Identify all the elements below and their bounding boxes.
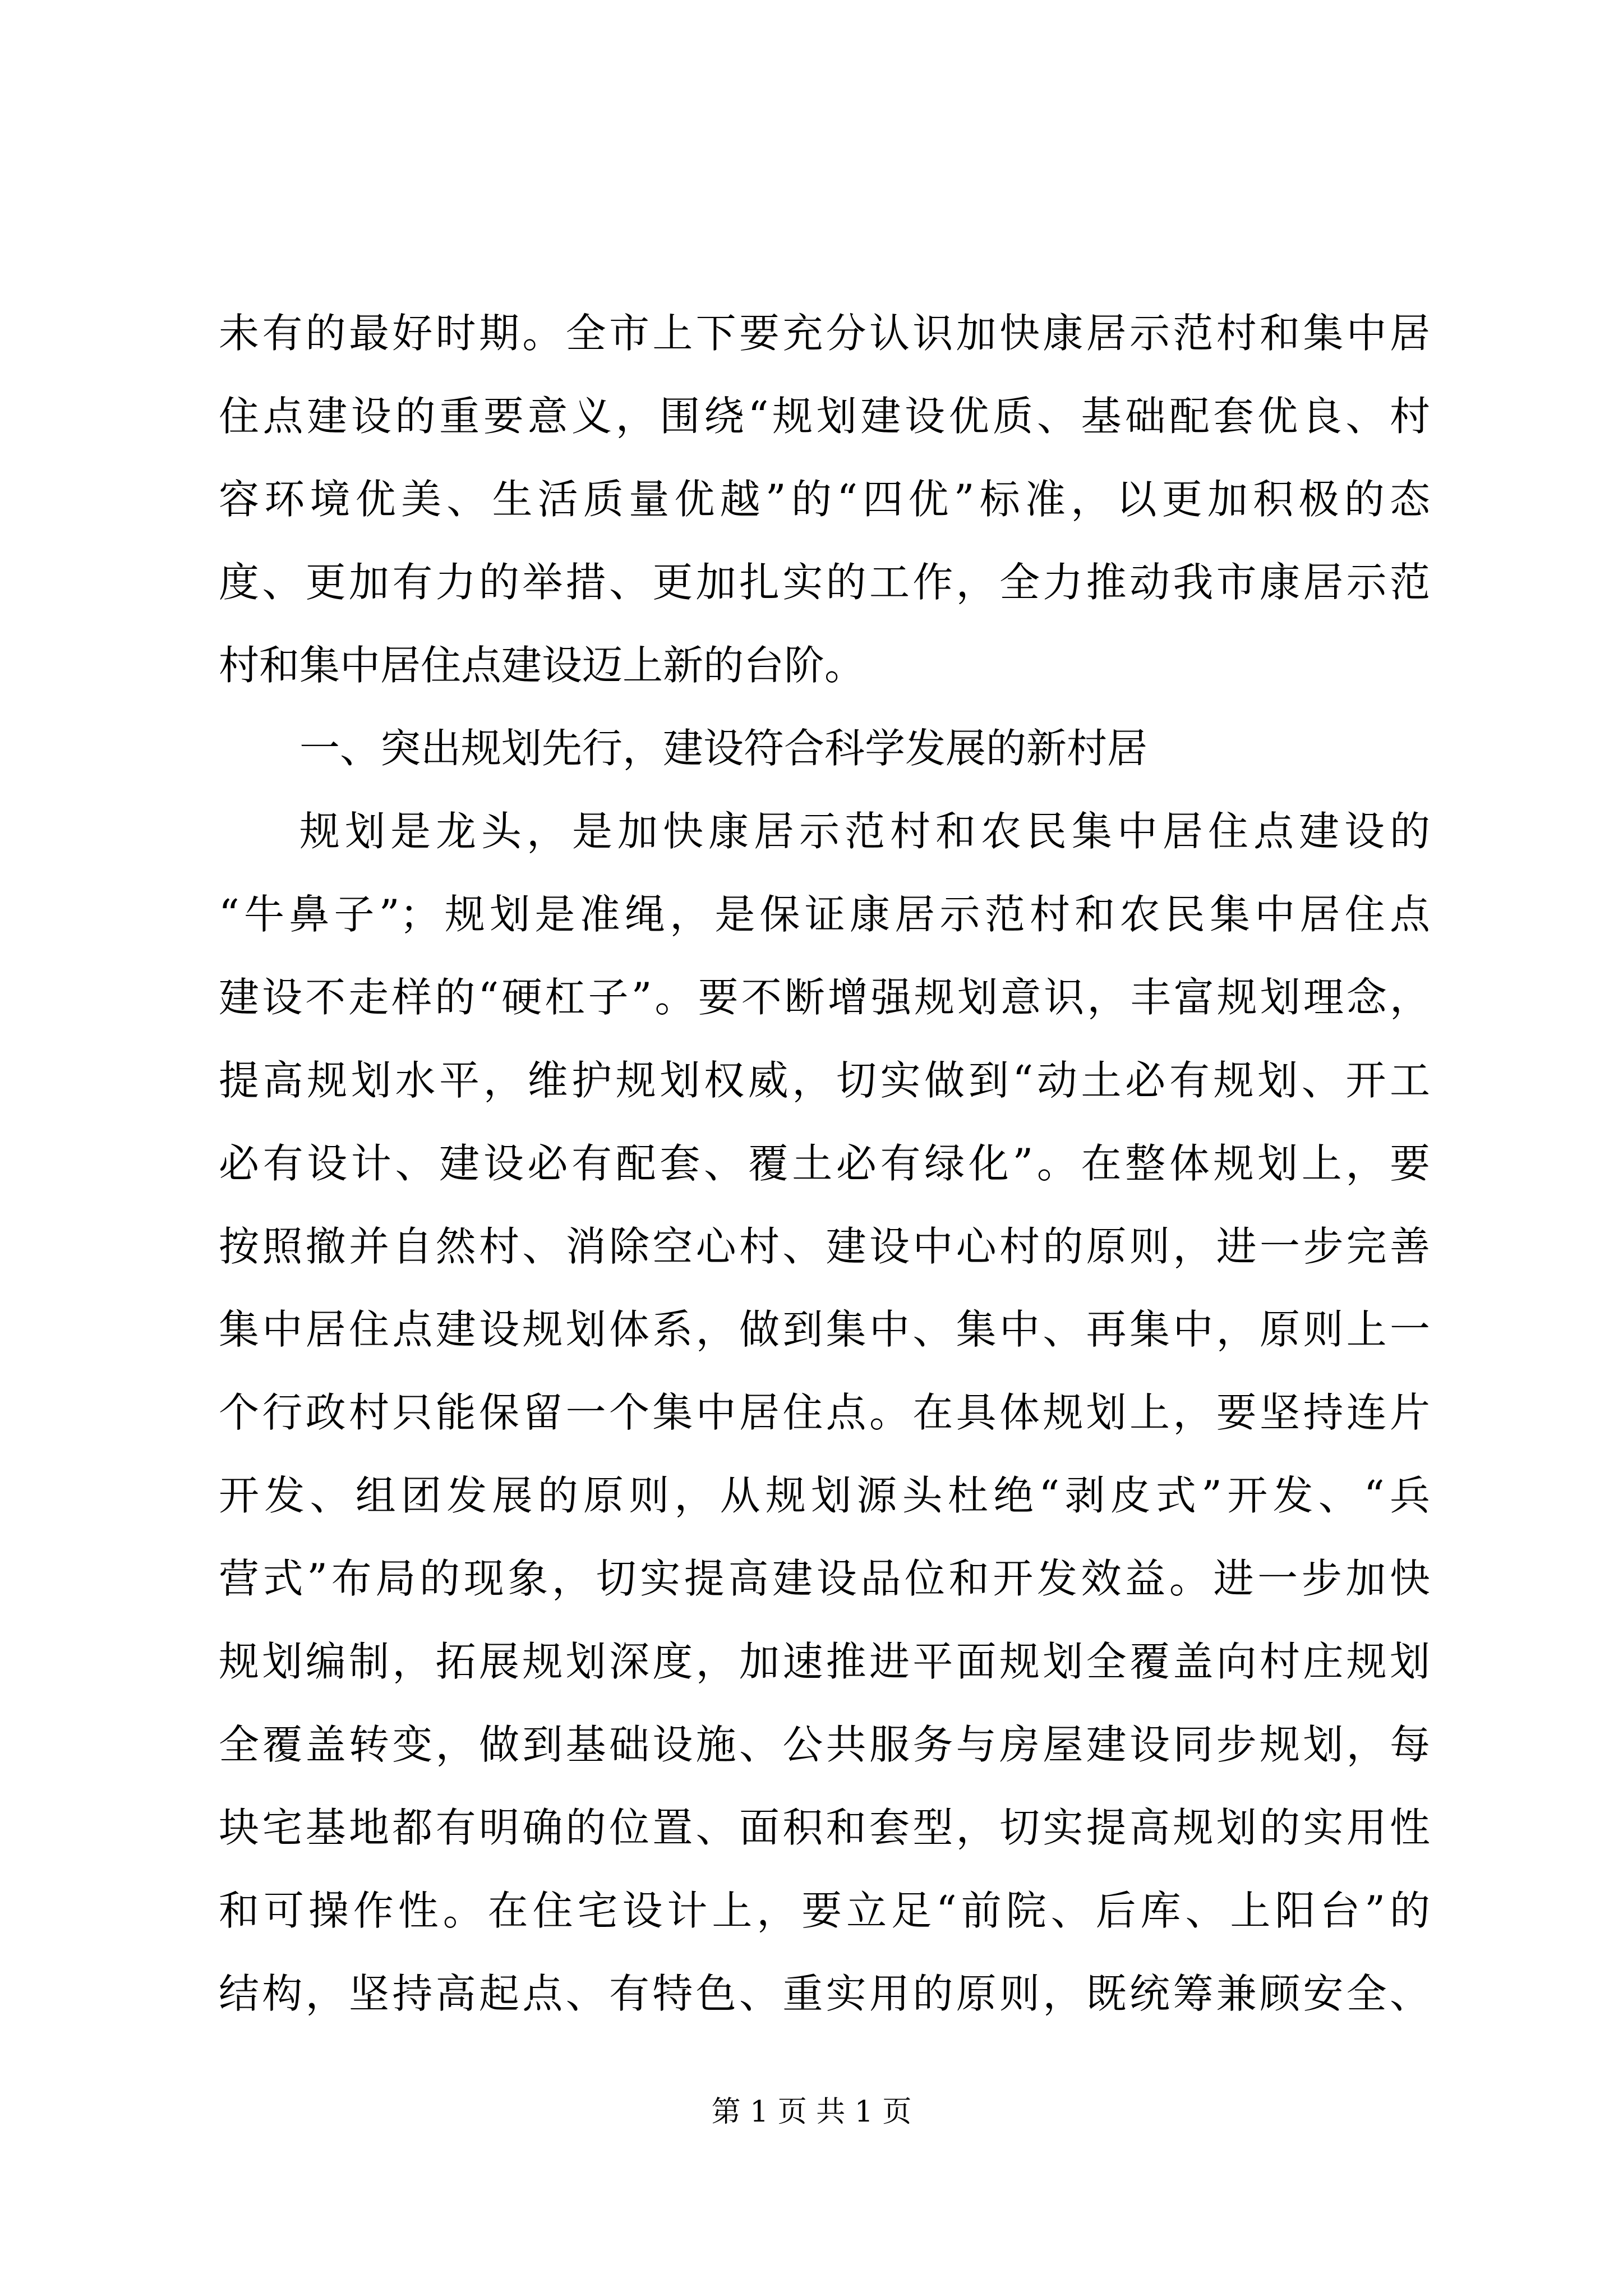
section-heading: 一、突出规划先行，建设符合科学发展的新村居 [299, 725, 1148, 772]
text-line: 规划是龙头，是加快康居示范村和农民集中居住点建设的 [299, 808, 1430, 855]
text-line: 开发、组团发展的原则，从规划源头杜绝“剥皮式”开发、“兵 [219, 1472, 1430, 1519]
text-line: 和可操作性。在住宅设计上，要立足“前院、后库、上阳台”的 [219, 1887, 1430, 1934]
text-line: 块宅基地都有明确的位置、面积和套型，切实提高规划的实用性 [219, 1804, 1430, 1851]
text-line: 全覆盖转变，做到基础设施、公共服务与房屋建设同步规划，每 [219, 1721, 1430, 1768]
text-line: 容环境优美、生活质量优越”的“四优”标准，以更加积极的态 [219, 476, 1430, 523]
text-line: 建设不走样的“硬杠子”。要不断增强规划意识，丰富规划理念， [219, 974, 1430, 1021]
text-line: 村和集中居住点建设迈上新的台阶。 [219, 642, 865, 689]
text-line: 规划编制，拓展规划深度，加速推进平面规划全覆盖向村庄规划 [219, 1638, 1430, 1685]
document-body [219, 292, 1430, 2035]
page-number-label: 第 1 页 共 1 页 [711, 2095, 912, 2129]
text-line: 未有的最好时期。全市上下要充分认识加快康居示范村和集中居 [219, 310, 1430, 357]
text-line: 度、更加有力的举措、更加扎实的工作，全力推动我市康居示范 [219, 559, 1430, 606]
text-line: 集中居住点建设规划体系，做到集中、集中、再集中，原则上一 [219, 1306, 1430, 1353]
text-line: 必有设计、建设必有配套、覆土必有绿化”。在整体规划上，要 [219, 1140, 1430, 1187]
text-line: 个行政村只能保留一个集中居住点。在具体规划上，要坚持连片 [219, 1389, 1430, 1436]
text-line: 提高规划水平，维护规划权威，切实做到“动土必有规划、开工 [219, 1057, 1430, 1104]
text-line: 结构，坚持高起点、有特色、重实用的原则，既统筹兼顾安全、 [219, 1970, 1430, 2017]
page-footer [0, 2092, 1623, 2132]
text-line: “牛鼻子”；规划是准绳，是保证康居示范村和农民集中居住点 [219, 891, 1430, 938]
text-line: 营式”布局的现象，切实提高建设品位和开发效益。进一步加快 [219, 1555, 1430, 1602]
text-line: 住点建设的重要意义，围绕“规划建设优质、基础配套优良、村 [219, 393, 1430, 440]
text-line: 按照撤并自然村、消除空心村、建设中心村的原则，进一步完善 [219, 1223, 1430, 1270]
